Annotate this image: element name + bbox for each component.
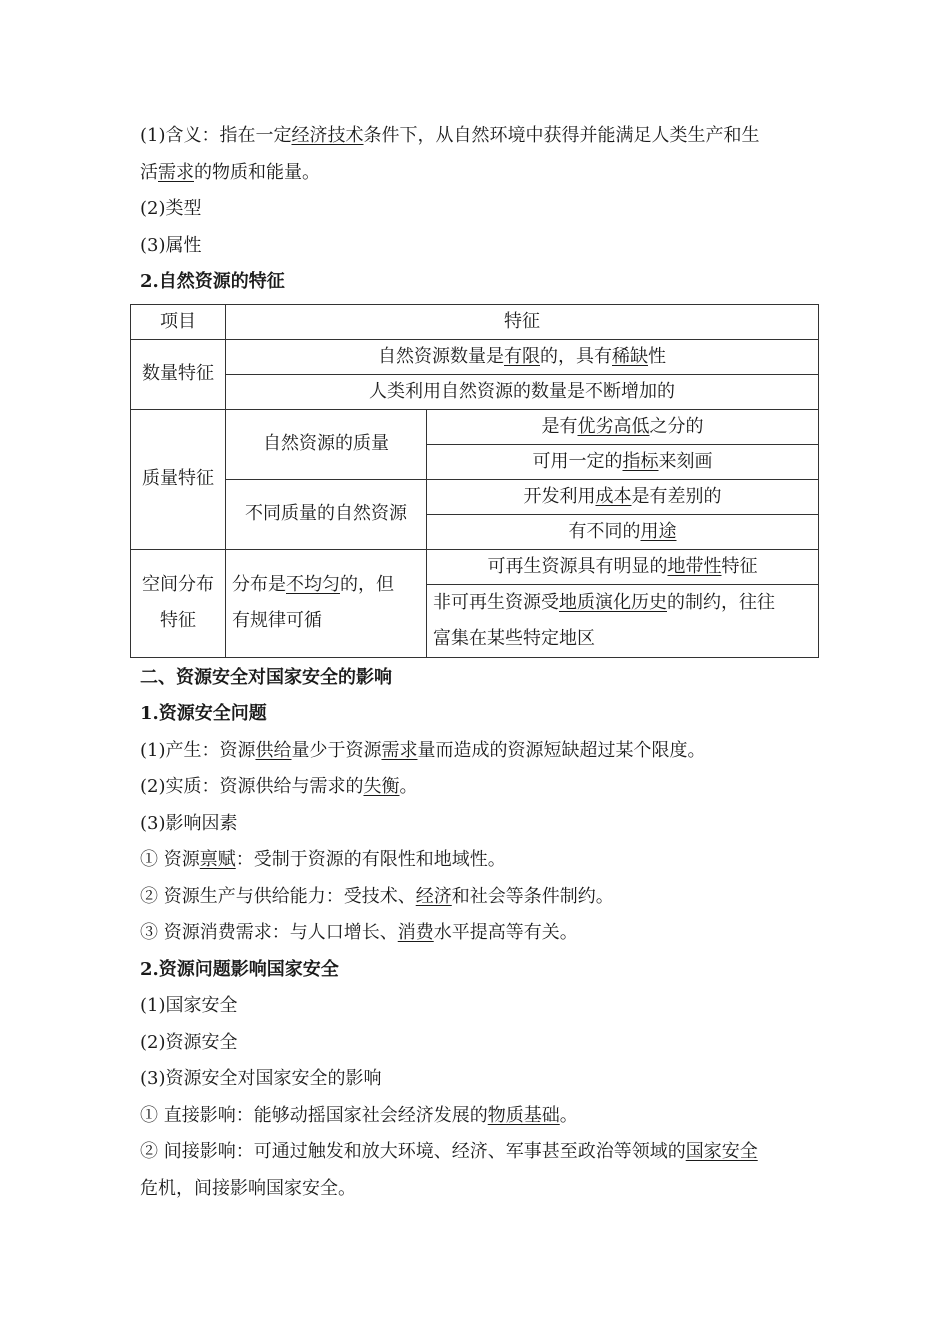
quality-label: 质量特征 [131,409,226,549]
underlined-term: 需求 [158,161,194,183]
text: ① 资源 [140,849,200,870]
text: 是有 [541,415,578,437]
text: 水平提高等有关。 [433,922,578,943]
text: 可再生资源具有明显的 [487,555,668,577]
section-2-title: 二、资源安全对国家安全的影响 [140,666,392,688]
attributes-line: (3)属性 [140,234,202,256]
table-row [131,409,819,444]
quantity-label: 数量特征 [131,339,226,409]
text: 特征 [721,555,758,577]
features-table [130,304,819,658]
text: (2)实质：资源供给与需求的 [140,776,364,797]
definition-line-1 [140,118,820,155]
text: 之分的 [649,415,704,437]
resource-security-line: (2)资源安全 [140,1031,238,1053]
text: (1)产生：资源 [140,739,256,761]
factor-3 [140,915,820,952]
text: 可用一定的 [532,450,623,472]
quality-sub-1: 自然资源的质量 [226,409,427,479]
text: ③ 资源消费需求：与人口增长、 [140,922,398,943]
table-row [131,304,819,339]
text: 。 [559,1104,578,1126]
impact-heading: (3)资源安全对国家安全的影响 [140,1068,382,1089]
text: 的，具有 [540,345,612,367]
spatial-row-2 [427,584,819,657]
text: 的物质和能量。 [194,161,320,183]
table-row [131,549,819,584]
text: ② 资源生产与供给能力：受技术、 [140,885,416,907]
quality-sub2-row-2 [427,514,819,549]
text: 非可再生资源受 [433,591,559,613]
national-security-line: (1)国家安全 [140,995,238,1016]
quality-sub-2: 不同质量的自然资源 [226,479,427,549]
underlined-term: 指标 [622,450,659,472]
table-row [131,374,819,409]
underlined-term: 地质演化历史 [559,591,667,613]
text: 量而造成的资源短缺超过某个限度。 [417,739,706,761]
text: 有不同的 [568,520,641,542]
heading-national-security: 2.资源问题影响国家安全 [140,958,339,980]
underlined-term: 物质基础 [487,1104,560,1126]
underlined-term: 经济技术 [291,125,364,146]
text: 性 [648,345,666,367]
indirect-impact-line-1 [140,1134,820,1171]
cause-line [140,733,820,770]
text: 有规律可循 [232,610,322,631]
quality-sub1-row-2 [427,444,819,479]
underlined-term: 禀赋 [199,849,236,870]
document-page [140,118,820,1207]
spatial-label [131,549,226,657]
heading-natural-resource-features: 2.自然资源的特征 [140,271,285,292]
text: 活 [140,161,158,183]
text: 空间分布 [142,574,214,595]
types-line: (2)类型 [140,198,202,219]
underlined-term: 消费 [397,922,434,943]
text: 的制约，往往 [667,591,775,613]
table-row [131,479,819,514]
factor-2 [140,879,820,916]
underlined-term: 国家安全 [685,1141,758,1162]
definition-line-2 [140,155,820,192]
quantity-row-1 [226,339,819,374]
quality-sub1-row-1 [427,409,819,444]
text: 特征 [160,610,196,631]
factor-1 [140,842,820,879]
essence-line [140,769,820,806]
text: 量少于资源 [291,739,382,761]
table-row [131,339,819,374]
text: ：受制于资源的有限性和地域性。 [235,849,506,870]
underlined-term: 不均匀 [286,574,340,595]
text: 分布是 [232,574,286,595]
text: 的，但 [340,574,394,595]
underlined-term: 失衡 [363,776,400,797]
text: 条件下，从自然环境中获得并能满足人类生产和生 [363,125,760,146]
underlined-term: 优劣高低 [577,415,650,437]
spatial-sub [226,549,427,657]
underlined-term: 成本 [595,485,632,507]
underlined-term: 需求 [381,739,418,761]
spatial-row-1 [427,549,819,584]
underlined-term: 有限 [504,345,540,367]
underlined-term: 供给 [255,739,292,761]
text: 开发利用 [523,485,596,507]
text: ② 间接影响：可通过触发和放大环境、经济、军事甚至政治等领域的 [140,1141,686,1162]
underlined-term: 地带性 [667,555,722,577]
heading-resource-security: 1.资源安全问题 [140,703,267,724]
text: (1)含义：指在一定 [140,125,292,146]
underlined-term: 用途 [640,520,677,542]
text: 来刻画 [658,450,713,472]
text: 。 [399,776,418,797]
underlined-term: 经济 [415,885,452,907]
quality-sub2-row-1 [427,479,819,514]
direct-impact [140,1098,820,1135]
quantity-row-2: 人类利用自然资源的数量是不断增加的 [226,374,819,409]
indirect-impact-line-2: 危机，间接影响国家安全。 [140,1177,356,1199]
text: 自然资源数量是 [378,345,504,367]
text: ① 直接影响：能够动摇国家社会经济发展的 [140,1104,488,1126]
text: 富集在某些特定地区 [433,627,595,649]
header-feature: 特征 [226,304,819,339]
text: 是有差别的 [631,485,722,507]
underlined-term: 稀缺 [612,345,648,367]
header-item: 项目 [131,304,226,339]
factors-heading: (3)影响因素 [140,812,238,834]
text: 和社会等条件制约。 [451,885,614,907]
